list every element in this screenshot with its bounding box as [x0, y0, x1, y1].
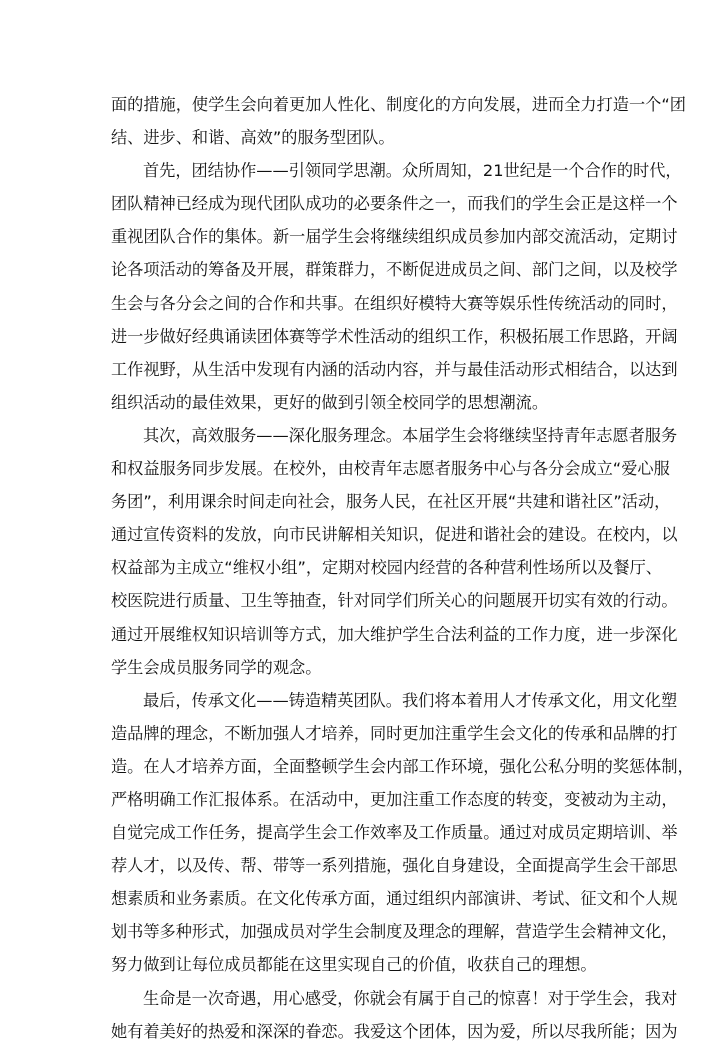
text-line: 通过宣传资料的发放，向市民讲解相关知识，促进和谐社会的建设。在校内，以 — [111, 525, 678, 545]
text-line: 进一步做好经典诵读团体赛等学术性活动的组织工作，积极拓展工作思路，开阔 — [111, 326, 678, 346]
text-line: 组织活动的最佳效果，更好的做到引领全校同学的思想潮流。 — [111, 392, 549, 412]
text-line: 最后，传承文化——铸造精英团队。我们将本着用人才传承文化，用文化塑 — [143, 690, 678, 710]
paragraph — [111, 154, 682, 419]
text-line: 面的措施，使学生会向着更加人性化、制度化的方向发展，进而全力打造一个“团 — [111, 95, 686, 114]
text-line: 首先，团结协作——引领同学思潮。众所周知，21世纪是一个合作的时代， — [143, 161, 682, 181]
text-line: 造。在人才培养方面，全面整顿学生会内部工作环境，强化公私分明的奖惩体制， — [111, 756, 694, 776]
text-line: 团队精神已经成为现代团队成功的必要条件之一，而我们的学生会正是这样一个 — [111, 194, 678, 214]
text-line: 通过开展维权知识培训等方式，加大维护学生合法利益的工作力度，进一步深化 — [111, 624, 678, 644]
text-line: 校医院进行质量、卫生等抽查，针对同学们所关心的问题展开切实有效的行动。 — [111, 591, 678, 611]
text-line: 努力做到让每位成员都能在这里实现自己的价值，收获自己的理想。 — [111, 955, 597, 975]
text-line: 划书等多种形式，加强成员对学生会制度及理念的理解，营造学生会精神文化， — [111, 922, 678, 942]
text-line: 严格明确工作汇报体系。在活动中，更加注重工作态度的转变，变被动为主动， — [111, 789, 678, 809]
paragraph — [111, 982, 678, 1048]
text-line: 生会与各分会之间的合作和共事。在组织好模特大赛等娱乐性传统活动的同时， — [111, 293, 678, 313]
text-line: 她有着美好的热爱和深深的眷恋。我爱这个团体，因为爱，所以尽我所能；因为 — [111, 1021, 678, 1041]
text-line: 其次，高效服务——深化服务理念。本届学生会将继续坚持青年志愿者服务 — [143, 425, 678, 445]
text-line: 和权益服务同步发展。在校外，由校青年志愿者服务中心与各分会成立“爱心服 — [111, 459, 670, 479]
text-line: 学生会成员服务同学的观念。 — [111, 657, 322, 677]
text-line: 工作视野，从生活中发现有内涵的活动内容，并与最佳活动形式相结合，以达到 — [111, 359, 678, 379]
text-line: 荐人才，以及传、帮、带等一系列措施，强化自身建设，全面提高学生会干部思 — [111, 856, 678, 876]
text-line: 重视团队合作的集体。新一届学生会将继续组织成员参加内部交流活动，定期讨 — [111, 227, 678, 247]
text-line: 造品牌的理念，不断加强人才培养，同时更加注重学生会文化的传承和品牌的打 — [111, 723, 678, 743]
text-line: 论各项活动的筹备及开展，群策群力，不断促进成员之间、部门之间，以及校学 — [111, 260, 678, 280]
text-line: 想素质和业务素质。在文化传承方面，通过组织内部演讲、考试、征文和个人规 — [111, 889, 678, 909]
document-page — [111, 88, 694, 1048]
paragraph — [111, 88, 686, 154]
text-line: 自觉完成工作任务，提高学生会工作效率及工作质量。通过对成员定期培训、举 — [111, 823, 678, 843]
paragraph — [111, 684, 694, 982]
paragraph — [111, 419, 678, 684]
text-line: 权益部为主成立“维权小组”，定期对校园内经营的各种营利性场所以及餐厅、 — [111, 558, 662, 578]
text-line: 务团”，利用课余时间走向社会，服务人民，在社区开展“共建和谐社区”活动， — [111, 492, 671, 512]
text-line: 结、进步、和谐、高效”的服务型团队。 — [111, 128, 395, 148]
text-line: 生命是一次奇遇，用心感受，你就会有属于自己的惊喜！对于学生会，我对 — [143, 988, 678, 1008]
